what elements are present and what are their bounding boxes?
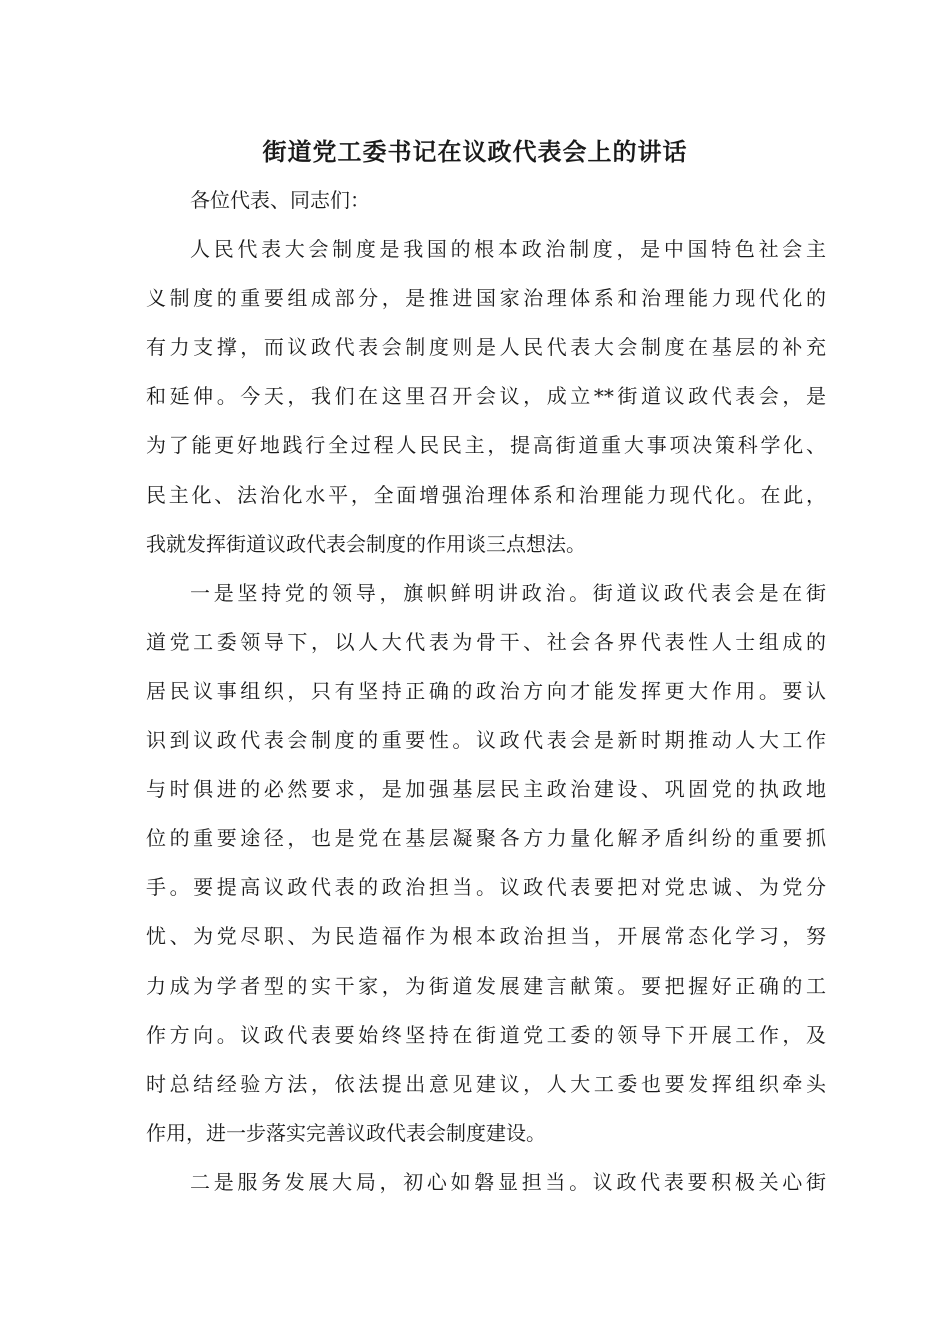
paragraph-1-line: 我就发挥街道议政代表会制度的作用谈三点想法。 xyxy=(146,531,586,556)
paragraph-2-line: 识到议政代表会制度的重要性。议政代表会是新时期推动人大工作 xyxy=(146,728,826,753)
paragraph-1-line: 有力支撑，而议政代表会制度则是人民代表大会制度在基层的补充 xyxy=(146,335,826,360)
paragraph-3-line: 二是服务发展大局，初心如磐显担当。议政代表要积极关心街 xyxy=(190,1169,826,1194)
paragraph-2-line: 作用，进一步落实完善议政代表会制度建设。 xyxy=(146,1120,546,1145)
paragraph-1-line: 和延伸。今天，我们在这里召开会议，成立**街道议政代表会，是 xyxy=(146,384,826,409)
paragraph-2-line: 位的重要途径，也是党在基层凝聚各方力量化解矛盾纠纷的重要抓 xyxy=(146,826,826,851)
document-title: 街道党工委书记在议政代表会上的讲话 xyxy=(262,137,688,166)
paragraph-2-line: 与时俱进的必然要求，是加强基层民主政治建设、巩固党的执政地 xyxy=(146,777,826,802)
paragraph-2-line: 忧、为党尽职、为民造福作为根本政治担当，开展常态化学习，努 xyxy=(146,924,826,949)
paragraph-1-line: 民主化、法治化水平，全面增强治理体系和治理能力现代化。在此， xyxy=(146,482,826,507)
paragraph-1-line: 义制度的重要组成部分，是推进国家治理体系和治理能力现代化的 xyxy=(146,286,826,311)
paragraph-2-line: 道党工委领导下，以人大代表为骨干、社会各界代表性人士组成的 xyxy=(146,629,826,654)
paragraph-2-line: 力成为学者型的实干家，为街道发展建言献策。要把握好正确的工 xyxy=(146,973,826,998)
paragraph-2-line: 居民议事组织，只有坚持正确的政治方向才能发挥更大作用。要认 xyxy=(146,678,826,703)
paragraph-2-line: 手。要提高议政代表的政治担当。议政代表要把对党忠诚、为党分 xyxy=(146,875,826,900)
paragraph-2-line: 一是坚持党的领导，旗帜鲜明讲政治。街道议政代表会是在街 xyxy=(190,580,826,605)
paragraph-2-line: 时总结经验方法，依法提出意见建议，人大工委也要发挥组织牵头 xyxy=(146,1071,826,1096)
paragraph-1-line: 人民代表大会制度是我国的根本政治制度，是中国特色社会主 xyxy=(190,237,826,262)
greeting: 各位代表、同志们： xyxy=(190,188,370,212)
document-body xyxy=(146,176,826,1207)
paragraph-2-line: 作方向。议政代表要始终坚持在街道党工委的领导下开展工作，及 xyxy=(146,1022,826,1047)
paragraph-1-line: 为了能更好地践行全过程人民民主，提高街道重大事项决策科学化、 xyxy=(146,433,826,458)
